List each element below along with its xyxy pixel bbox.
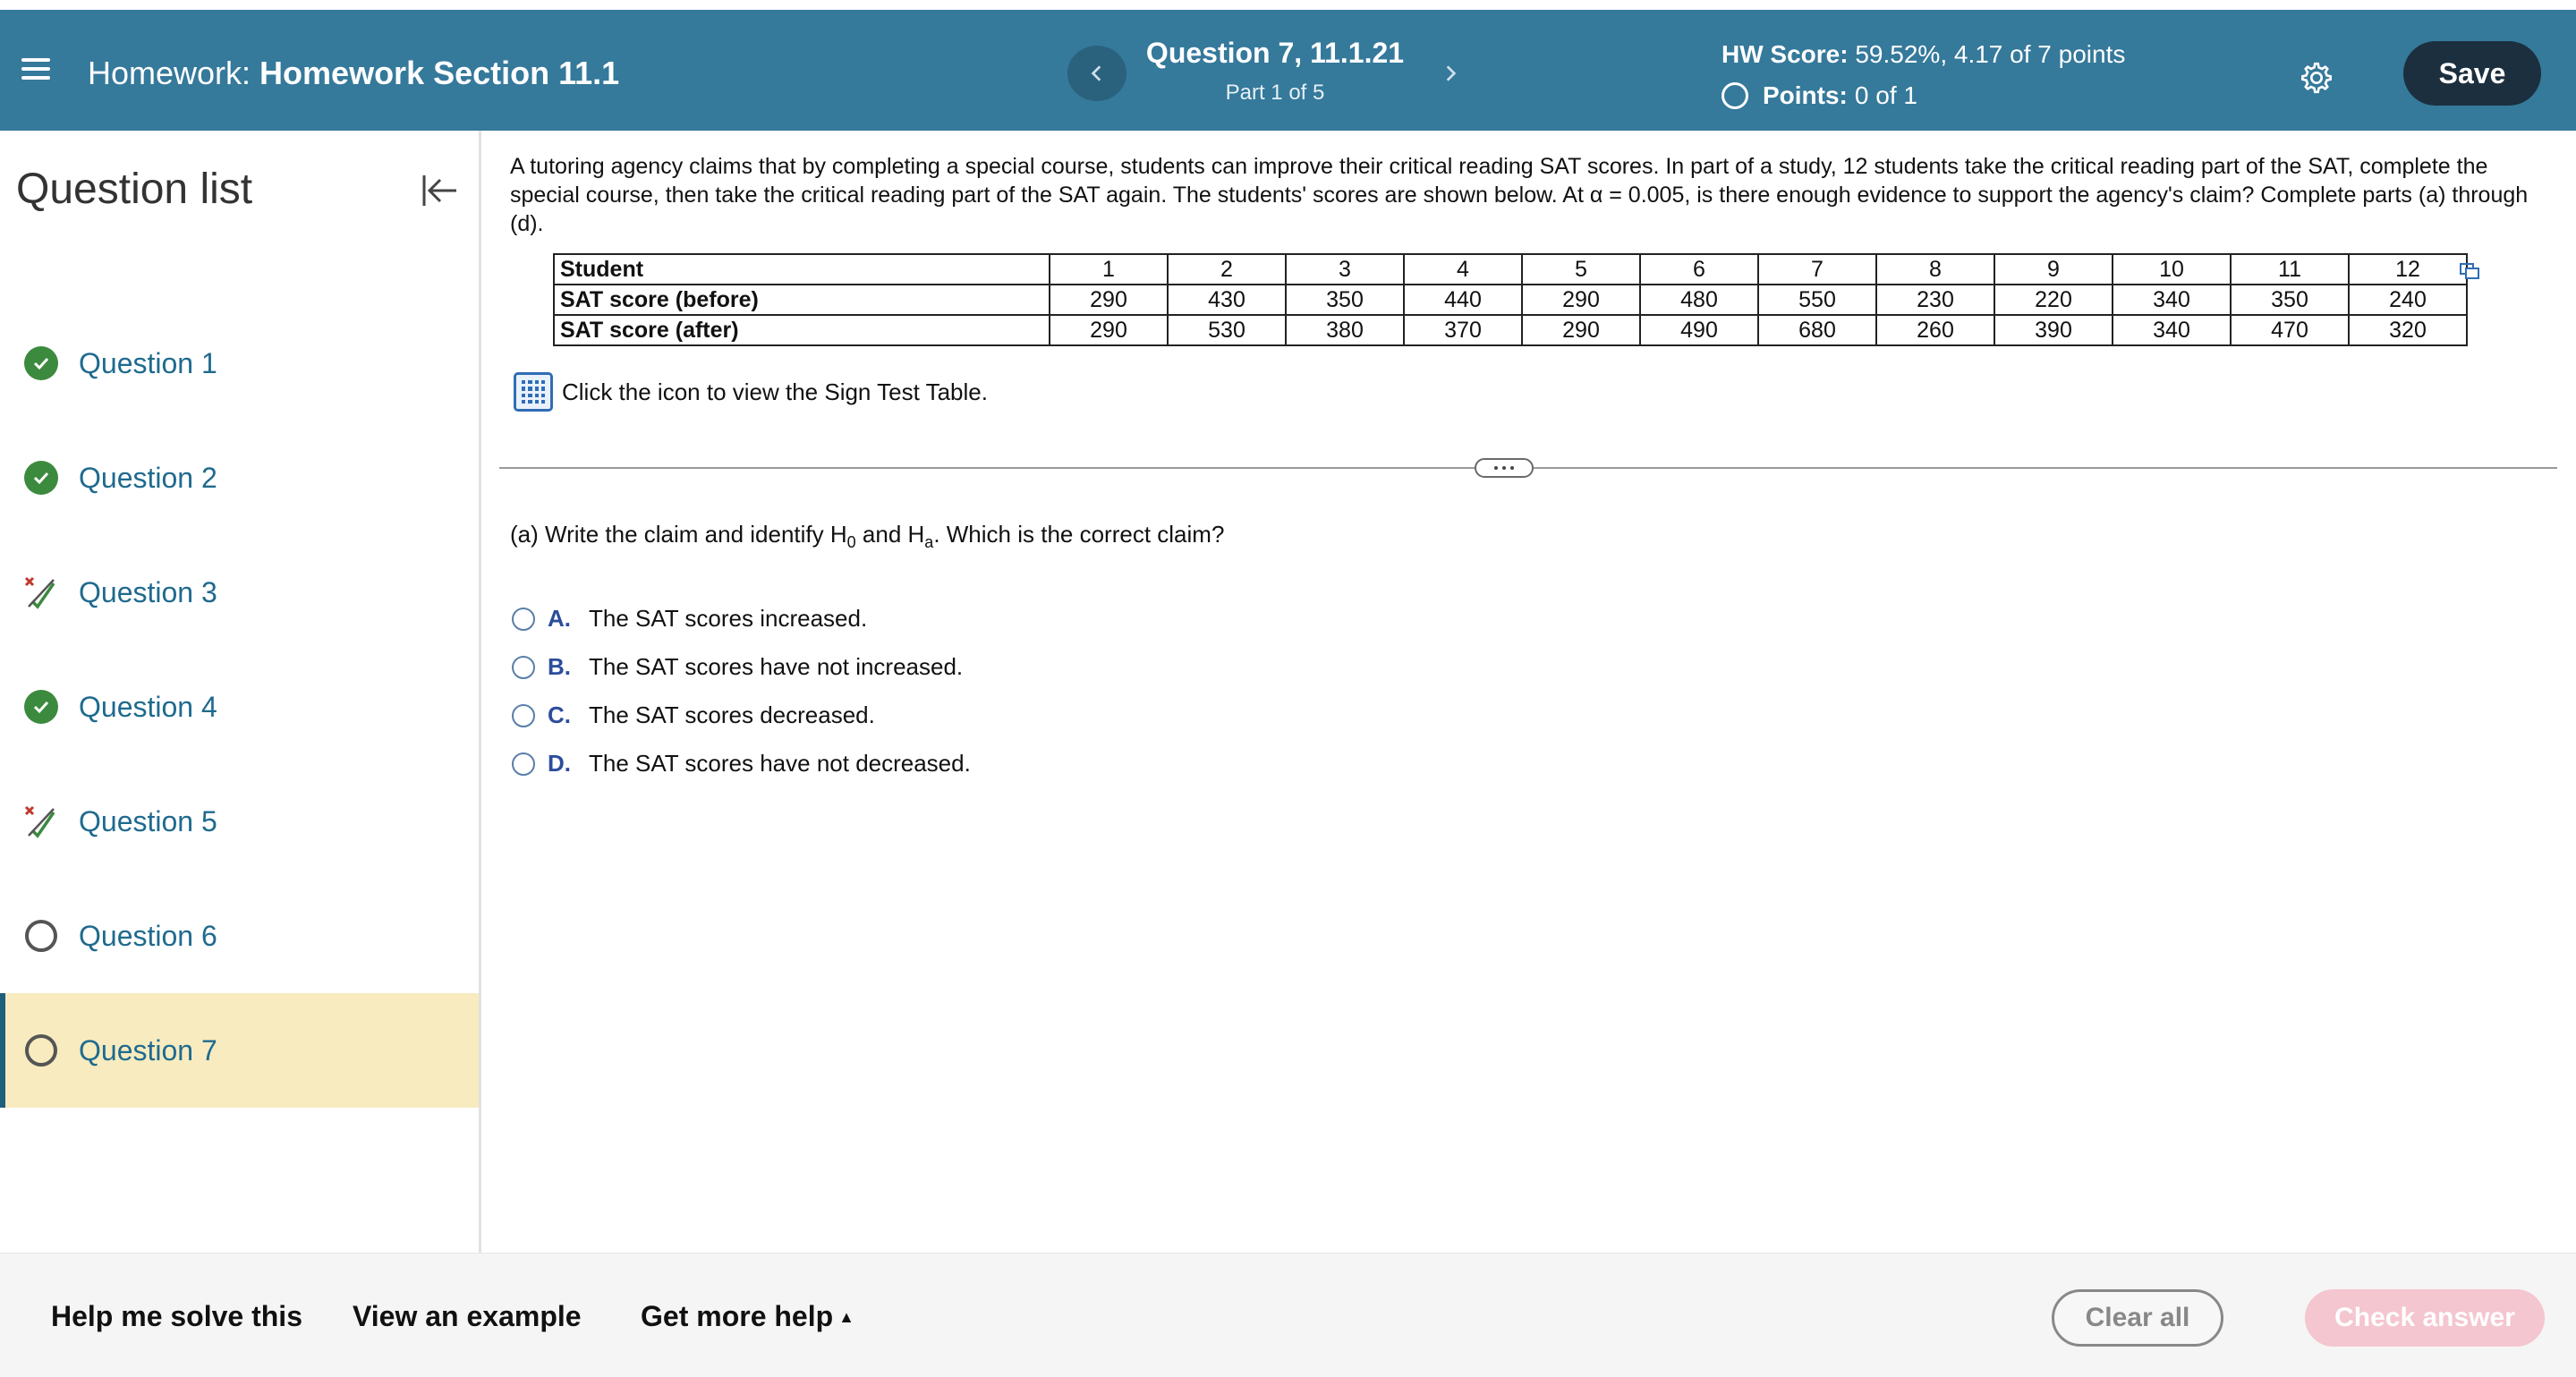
save-button[interactable]: Save [2403,41,2541,106]
resize-handle[interactable] [1475,458,1534,478]
table-cell: 260 [1876,315,1994,345]
table-cell: 5 [1522,254,1640,285]
homework-title [88,55,619,92]
table-cell: 340 [2113,285,2231,315]
check-circle-icon [24,346,58,380]
table-cell: 350 [1286,285,1404,315]
status-icon [23,460,59,496]
question-label: Question 7 [79,1033,217,1067]
table-cell: 430 [1168,285,1286,315]
choice-b[interactable] [512,653,963,681]
table-cell: 550 [1758,285,1876,315]
table-cell: 380 [1286,315,1404,345]
part-a-question [510,521,1224,552]
table-grid-icon[interactable] [514,372,553,412]
points-status-icon [1722,82,1748,109]
view-example-button[interactable]: View an example [353,1300,582,1332]
table-cell: 220 [1994,285,2113,315]
table-row [554,254,2467,285]
get-more-help-button[interactable] [641,1300,854,1333]
table-cell: 2 [1168,254,1286,285]
part-a-suffix: . Which is the correct claim? [933,521,1225,548]
table-cell: 390 [1994,315,2113,345]
table-cell: 680 [1758,315,1876,345]
choice-c[interactable] [512,701,875,729]
table-cell: 10 [2113,254,2231,285]
question-title: Question 7, 11.1.21 [1145,37,1405,69]
table-cell: 8 [1876,254,1994,285]
table-cell: 290 [1050,285,1168,315]
top-bar [0,10,2576,131]
empty-circle-icon [25,920,57,952]
partial-credit-icon [23,803,59,839]
question-content [483,131,2576,1253]
status-icon [23,918,59,954]
choice-d[interactable] [512,750,971,778]
question-label: Question 2 [79,461,217,494]
table-cell: 440 [1404,285,1522,315]
sign-test-text: Click the icon to view the Sign Test Table. [562,378,988,405]
part-a-middle: and H [855,521,925,548]
table-cell: 240 [2349,285,2467,315]
hw-score [1722,40,2125,69]
table-cell: 290 [1050,315,1168,345]
choice-letter: C. [548,701,571,728]
points [1722,81,1917,110]
table-cell: 340 [2113,315,2231,345]
question-label: Question 5 [79,804,217,837]
homework-prefix: Homework: [88,55,251,91]
popout-icon[interactable] [2459,260,2480,280]
h0-subscript: 0 [846,533,856,551]
row-header: SAT score (after) [554,315,1050,345]
status-icon [23,1033,59,1068]
table-cell: 320 [2349,315,2467,345]
chevron-left-icon [1087,64,1107,83]
get-more-help-label: Get more help [641,1300,834,1332]
table-cell: 3 [1286,254,1404,285]
footer-bar [0,1253,2576,1377]
status-icon [23,803,59,839]
status-icon [23,574,59,610]
check-answer-button[interactable]: Check answer [2305,1289,2545,1347]
radio-button[interactable] [512,752,535,776]
table-cell: 290 [1522,285,1640,315]
problem-statement: A tutoring agency claims that by completing a special course, students can improve their critical reading SAT scores. In part of a study, 12 students take the critical reading part of the SAT, complete the special course, then take the critical reading part of the SAT again. The students' scores are shown below. At α = 0.005, is there enough evidence to support the agency's claim? Complete parts (a) through (d). [510,154,2529,236]
table-row [554,315,2467,345]
choice-a[interactable] [512,605,867,633]
table-cell: 6 [1640,254,1758,285]
table-row [554,285,2467,315]
collapse-left-icon[interactable] [417,168,462,213]
question-list-item-2[interactable] [0,421,479,535]
table-cell: 230 [1876,285,1994,315]
hamburger-icon[interactable] [21,53,54,85]
hw-score-value: 59.52%, 4.17 of 7 points [1855,40,2126,68]
help-me-solve-button[interactable]: Help me solve this [51,1300,302,1332]
choice-text: The SAT scores decreased. [589,701,875,728]
choice-letter: A. [548,605,571,632]
question-list-item-6[interactable] [0,879,479,993]
sign-test-table-link[interactable] [514,372,988,412]
radio-button[interactable] [512,656,535,679]
question-list-item-3[interactable] [0,535,479,650]
clear-all-button[interactable]: Clear all [2052,1289,2223,1347]
question-list-item-7[interactable] [0,993,479,1108]
table-cell: 470 [2231,315,2349,345]
table-cell: 530 [1168,315,1286,345]
radio-button[interactable] [512,608,535,631]
chevron-right-icon [1441,64,1460,83]
table-cell: 490 [1640,315,1758,345]
check-circle-icon [24,461,58,495]
choice-text: The SAT scores have not decreased. [589,750,971,777]
question-list-item-4[interactable] [0,650,479,764]
choice-letter: D. [548,750,571,777]
table-cell: 480 [1640,285,1758,315]
question-list-item-1[interactable] [0,306,479,421]
part-label: Part 1 of 5 [1225,81,1325,105]
question-list-item-5[interactable] [0,764,479,879]
table-cell: 4 [1404,254,1522,285]
table-cell: 12 [2349,254,2467,285]
table-cell: 350 [2231,285,2349,315]
choice-text: The SAT scores have not increased. [589,653,964,680]
table-cell: 11 [2231,254,2349,285]
row-header: SAT score (before) [554,285,1050,315]
radio-button[interactable] [512,704,535,727]
table-cell: 290 [1522,315,1640,345]
points-label: Points: [1763,81,1848,109]
choice-text: The SAT scores increased. [589,605,868,632]
question-list-sidebar [0,131,481,1253]
part-a-prefix: (a) Write the claim and identify H [510,521,847,548]
points-value: 0 of 1 [1854,81,1917,109]
question-list-title: Question list [16,166,253,213]
next-question-button[interactable] [1421,46,1480,101]
question-label: Question 4 [79,690,217,723]
choice-letter: B. [548,653,571,680]
homework-name: Homework Section 11.1 [259,55,620,91]
table-cell: 1 [1050,254,1168,285]
table-cell: 370 [1404,315,1522,345]
caret-up-icon: ▲ [838,1308,854,1326]
table-cell: 7 [1758,254,1876,285]
question-label: Question 6 [79,919,217,952]
table-cell: 9 [1994,254,2113,285]
sat-score-table [553,253,2468,346]
empty-circle-icon [25,1034,57,1067]
question-label: Question 1 [79,346,217,379]
partial-credit-icon [23,574,59,610]
question-indicator [1109,37,1441,106]
hw-score-label: HW Score: [1722,40,1849,68]
gear-icon[interactable] [2299,60,2334,96]
question-label: Question 3 [79,575,217,608]
ha-subscript: a [924,533,934,551]
status-icon [23,689,59,725]
status-icon [23,345,59,381]
row-header: Student [554,254,1050,285]
check-circle-icon [24,690,58,724]
